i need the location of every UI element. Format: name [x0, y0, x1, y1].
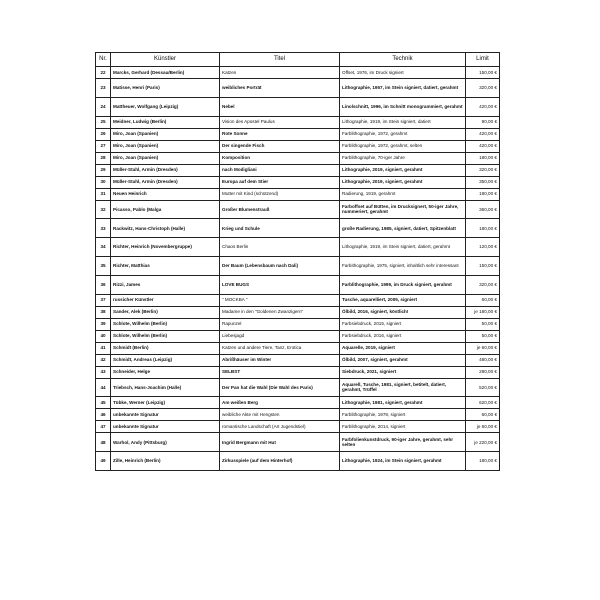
cell-title: Der Baum (Lebensbaum nach Dali) [220, 256, 340, 275]
cell-limit: 50,00 € [466, 330, 500, 342]
cell-nr: 22 [96, 67, 111, 79]
table-row [96, 188, 500, 200]
cell-artist: Müller-Stahl, Armin (Dresden) [111, 176, 220, 188]
table-row [96, 219, 500, 238]
table-row [96, 164, 500, 176]
cell-technique: Farbithographie, 1975, signiert, inhaltlich sehr interessant [340, 256, 466, 275]
table-row [96, 354, 500, 366]
cell-technique: Farblithographie, 1978, signiert [340, 409, 466, 421]
cell-title: Krieg und Schule [220, 219, 340, 238]
table-row [96, 97, 500, 116]
cell-technique: Lithographie, 1924, im Stein signiert, gerahmt [340, 452, 466, 471]
cell-title: Abrißhäuser im Winter [220, 354, 340, 366]
cell-technique: Lithographie, 1981, signiert, gerahmt [340, 397, 466, 409]
cell-artist: Schmidt (Berlin) [111, 342, 220, 354]
cell-technique: Lithographie, 2019, signiert, gerahmt [340, 176, 466, 188]
table-row [96, 116, 500, 128]
cell-title: " MOCKBA " [220, 294, 340, 306]
cell-artist: Müller-Stahl, Armin (Dresden) [111, 164, 220, 176]
cell-nr: 44 [96, 378, 111, 397]
cell-limit: 420,00 € [466, 140, 500, 152]
cell-nr: 25 [96, 116, 111, 128]
cell-technique: Farbsiebdruck, 2016, signiert [340, 330, 466, 342]
cell-artist: Schmidt, Andreas (Leipzig) [111, 354, 220, 366]
cell-title: Europa auf dem Stier [220, 176, 340, 188]
cell-title: Katzen [220, 67, 340, 79]
cell-nr: 43 [96, 366, 111, 378]
cell-limit: je 60,00 € [466, 342, 500, 354]
cell-technique: Farblithographie, 1972, gerahmt [340, 128, 466, 140]
cell-title: Ingrid Bergmann mit Hut [220, 433, 340, 452]
table-row [96, 330, 500, 342]
cell-artist: Miro, Joan (Spanien) [111, 152, 220, 164]
cell-nr: 27 [96, 140, 111, 152]
cell-technique: Aquarelle, 2019, signiert [340, 342, 466, 354]
cell-nr: 40 [96, 330, 111, 342]
cell-title: Der singende Fisch [220, 140, 340, 152]
cell-artist: Rizzi, James [111, 275, 220, 294]
cell-nr: 29 [96, 164, 111, 176]
table-row [96, 200, 500, 219]
cell-artist: Picasso, Pablo (Malga [111, 200, 220, 219]
cell-technique: Farblithographie, 70-iger Jahre [340, 152, 466, 164]
cell-limit: 480,00 € [466, 354, 500, 366]
header-limit: Limit [466, 53, 500, 67]
cell-technique: große Radierung, 1985, signiert, datiert, Spitzenblatt [340, 219, 466, 238]
cell-technique: Lithographie, 1957, im Stein signiert, datiert, gerahmt [340, 79, 466, 98]
cell-artist: Miro, Joan (Spanien) [111, 140, 220, 152]
cell-artist: Schneider, Helge [111, 366, 220, 378]
header-technique: Technik [340, 53, 466, 67]
table-row [96, 79, 500, 98]
cell-limit: 350,00 € [466, 176, 500, 188]
cell-title: Liebesjagd [220, 330, 340, 342]
cell-limit: 280,00 € [466, 366, 500, 378]
cell-limit: 320,00 € [466, 275, 500, 294]
cell-nr: 46 [96, 409, 111, 421]
cell-technique: Farblithographie, 2014, signiert [340, 421, 466, 433]
table-row [96, 409, 500, 421]
table-row [96, 397, 500, 409]
cell-nr: 49 [96, 452, 111, 471]
cell-technique: Tusche, aquarelliert, 2005, signiert [340, 294, 466, 306]
cell-artist: Schlote, Wilhelm (Berlin) [111, 330, 220, 342]
cell-limit: 180,00 € [466, 219, 500, 238]
cell-limit: 320,00 € [466, 79, 500, 98]
table-row [96, 152, 500, 164]
cell-title: weibliche Akte mit Hengsten [220, 409, 340, 421]
cell-title: Katzen und andere Tiere, Tanz, Erotica [220, 342, 340, 354]
cell-artist: Marcks, Gerhard (Dessau/Berlin) [111, 67, 220, 79]
cell-limit: 60,00 € [466, 294, 500, 306]
cell-artist: Miro, Joan (Spanien) [111, 128, 220, 140]
table-row [96, 256, 500, 275]
cell-limit: 620,00 € [466, 397, 500, 409]
cell-title: romantische Landschaft (Art Jugendstiel) [220, 421, 340, 433]
table-row [96, 176, 500, 188]
cell-technique: Radierung, 1919, gerahmt [340, 188, 466, 200]
cell-artist: Richter, Matthias [111, 256, 220, 275]
cell-nr: 28 [96, 152, 111, 164]
cell-nr: 38 [96, 306, 111, 318]
cell-title: Zirkusspiele (auf dem Hinterhof) [220, 452, 340, 471]
cell-nr: 31 [96, 188, 111, 200]
table-row [96, 378, 500, 397]
cell-limit: 60,00 € [466, 409, 500, 421]
table-row [96, 421, 500, 433]
cell-nr: 34 [96, 238, 111, 257]
cell-technique: Farblithographie, 1999, im Druck signiert, gerahmt [340, 275, 466, 294]
table-row [96, 67, 500, 79]
cell-artist: Triebsch, Hans-Joachim (Halle) [111, 378, 220, 397]
cell-artist: Matisse, Henri (Paris) [111, 79, 220, 98]
cell-artist: Mattheuer, Wolfgang (Leipzig) [111, 97, 220, 116]
cell-title: Rote Sonne [220, 128, 340, 140]
cell-technique: Aquarell, Tusche, 1981, signiert, betitelt, datiert, gerahmt, Trüffel [340, 378, 466, 397]
cell-title: weibliches Porträt [220, 79, 340, 98]
cell-nr: 48 [96, 433, 111, 452]
table-row [96, 306, 500, 318]
cell-limit: 520,00 € [466, 378, 500, 397]
cell-technique: Farbfolienkunstdruck, 90-iger Jahre, gerahmt, sehr selten [340, 433, 466, 452]
cell-title: Rapunzel [220, 318, 340, 330]
cell-nr: 23 [96, 79, 111, 98]
cell-artist: Schlote, Wilhelm (Berlin) [111, 318, 220, 330]
cell-technique: Ölbild, 2016, signiert, köstlich! [340, 306, 466, 318]
cell-nr: 35 [96, 256, 111, 275]
cell-limit: 90,00 € [466, 116, 500, 128]
cell-artist: unbekannte Signatur [111, 421, 220, 433]
table-row [96, 452, 500, 471]
cell-artist: Sander, Alek (Berlin) [111, 306, 220, 318]
cell-technique: Offset, 1976, im Druck signiert [340, 67, 466, 79]
cell-technique: Linolschnitt, 1996, im Schnitt monogrammiert, gerahmt [340, 97, 466, 116]
table-header [96, 53, 500, 67]
cell-title: Chaos Berlin [220, 238, 340, 257]
table-row [96, 140, 500, 152]
cell-title: SELBST [220, 366, 340, 378]
cell-technique: Farblithographie, 1972, gerahmt, selten [340, 140, 466, 152]
cell-artist: Warhol, Andy (Pittsburg) [111, 433, 220, 452]
cell-limit: je 220,00 € [466, 433, 500, 452]
cell-limit: 360,00 € [466, 200, 500, 219]
cell-limit: 180,00 € [466, 152, 500, 164]
table-row [96, 275, 500, 294]
cell-limit: 180,00 € [466, 188, 500, 200]
cell-technique: Lithographie, 1919, im Stein signiert, datiert, gerahmt [340, 238, 466, 257]
cell-nr: 45 [96, 397, 111, 409]
cell-limit: 120,00 € [466, 238, 500, 257]
cell-title: Madame in den "Goldenen Zwanzigern" [220, 306, 340, 318]
cell-artist: Meidner, Ludwig (Berlin) [111, 116, 220, 128]
cell-title: Am weißen Berg [220, 397, 340, 409]
cell-nr: 36 [96, 275, 111, 294]
table-body [96, 67, 500, 471]
table-row [96, 128, 500, 140]
cell-limit: 50,00 € [466, 318, 500, 330]
table-row [96, 294, 500, 306]
header-title: Titel [220, 53, 340, 67]
cell-title: Mutter mit Kind (schützend) [220, 188, 340, 200]
cell-nr: 39 [96, 318, 111, 330]
cell-technique: Farbsiebdruck, 2015, signiert [340, 318, 466, 330]
cell-limit: 150,00 € [466, 256, 500, 275]
cell-nr: 26 [96, 128, 111, 140]
cell-nr: 32 [96, 200, 111, 219]
cell-title: Nebel [220, 97, 340, 116]
cell-technique: Ölbild, 2007, signiert, gerahmt [340, 354, 466, 366]
cell-artist: Rackwitz, Hans-Christoph (Halle) [111, 219, 220, 238]
header-artist: Künstler [111, 53, 220, 67]
cell-limit: 420,00 € [466, 97, 500, 116]
cell-artist: Zille, Heinrich (Berlin) [111, 452, 220, 471]
cell-limit: je 60,00 € [466, 421, 500, 433]
cell-limit: 150,00 € [466, 67, 500, 79]
table-row [96, 433, 500, 452]
cell-technique: Siebdruck, 2021, signiert [340, 366, 466, 378]
cell-title: LOVE BUGS [220, 275, 340, 294]
cell-artist: Tübke, Werner (Leipzig) [111, 397, 220, 409]
cell-nr: 24 [96, 97, 111, 116]
cell-technique: Lithographie, 1919, im Stein signiert, datiert [340, 116, 466, 128]
header-nr: Nr. [96, 53, 111, 67]
cell-technique: Lithographie, 2019, signiert, gerahmt [340, 164, 466, 176]
table-row [96, 318, 500, 330]
table-row [96, 238, 500, 257]
table-row [96, 342, 500, 354]
cell-technique: Farboffset auf Bütten, im Drucksignert, 50-iger Jahre, nummeriert, gerahmt [340, 200, 466, 219]
cell-title: Vision des Apostel Paulus [220, 116, 340, 128]
cell-limit: 420,00 € [466, 128, 500, 140]
cell-limit: 320,00 € [466, 164, 500, 176]
cell-nr: 47 [96, 421, 111, 433]
cell-artist: unbekannte Signatur [111, 409, 220, 421]
cell-nr: 41 [96, 342, 111, 354]
cell-title: nach Modigliani [220, 164, 340, 176]
cell-title: Komposition [220, 152, 340, 164]
cell-nr: 42 [96, 354, 111, 366]
table-row [96, 366, 500, 378]
cell-artist: russicher Künstler [111, 294, 220, 306]
cell-title: Der Pan hat die Wahl (Die Wahl des Paris) [220, 378, 340, 397]
cell-artist: Neuen Heinrich [111, 188, 220, 200]
cell-artist: Richter, Heinrich (Novembergruppe) [111, 238, 220, 257]
cell-nr: 30 [96, 176, 111, 188]
artwork-list-table [95, 52, 500, 471]
cell-limit: 180,00 € [466, 452, 500, 471]
cell-nr: 37 [96, 294, 111, 306]
cell-limit: je 180,00 € [466, 306, 500, 318]
cell-title: Großer Blumenstrauß [220, 200, 340, 219]
cell-nr: 33 [96, 219, 111, 238]
